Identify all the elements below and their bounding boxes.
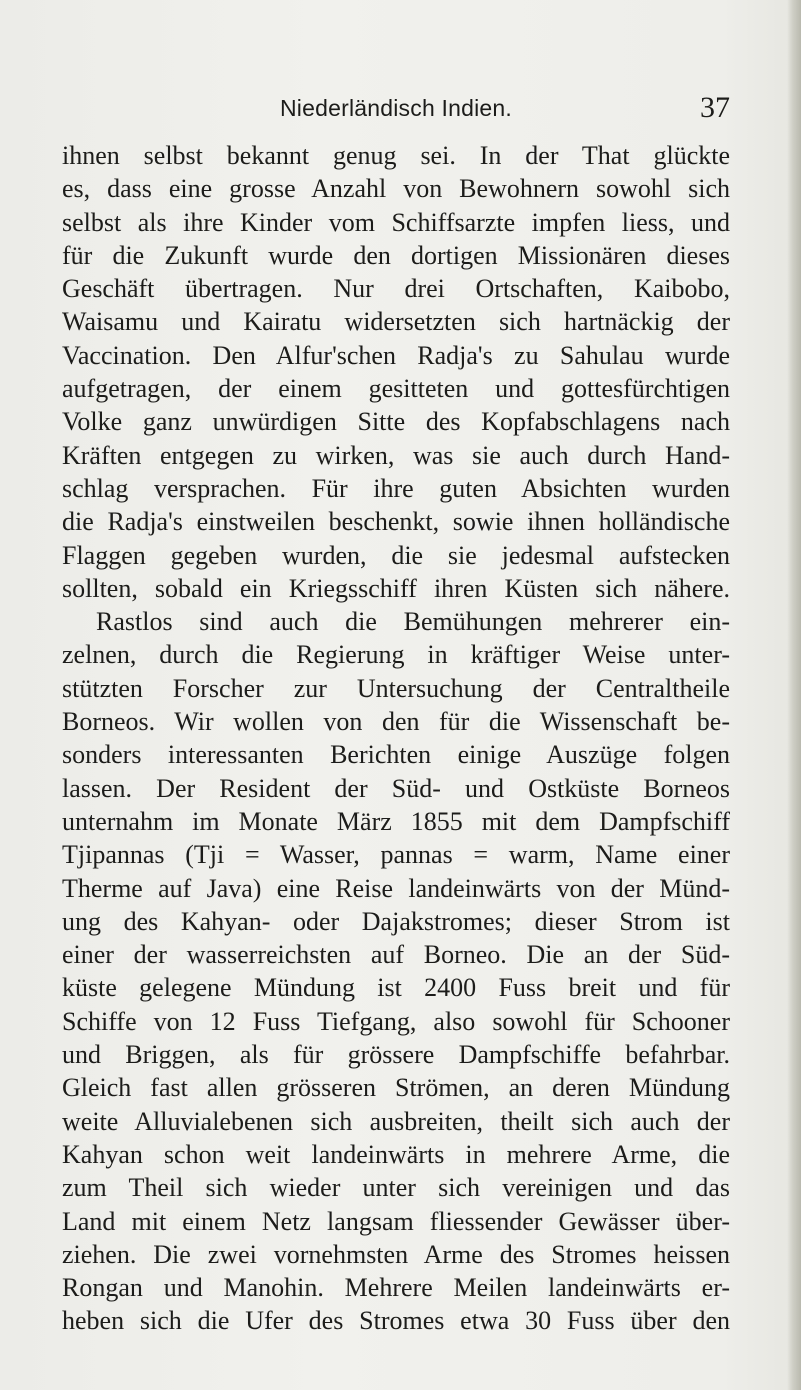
text-line: Vaccination. Den Alfur'schen Radja's zu Sahulau wurde xyxy=(62,340,730,370)
page-number: 37 xyxy=(700,91,730,124)
text-line: Rongan und Manohin. Mehrere Meilen landeinwärts er- xyxy=(62,1273,730,1303)
text-line: sonders interessanten Berichten einige Auszüge folgen xyxy=(62,740,730,770)
body-text xyxy=(62,139,730,1338)
text-line: aufgetragen, der einem gesitteten und gottesfürchtigen xyxy=(62,374,730,404)
text-line: zum Theil sich wieder unter sich vereinigen und das xyxy=(62,1173,730,1203)
text-line: Flaggen gegeben wurden, die sie jedesmal aufstecken xyxy=(62,540,730,570)
text-line: Kahyan schon weit landeinwärts in mehrere Arme, die xyxy=(62,1139,730,1169)
text-line: Volke ganz unwürdigen Sitte des Kopfabschlagens nach xyxy=(62,407,730,437)
text-line: Waisamu und Kairatu widersetzten sich hartnäckig der xyxy=(62,307,730,337)
text-line: lassen. Der Resident der Süd- und Ostküste Borneos xyxy=(62,773,730,803)
text-line: heben sich die Ufer des Stromes etwa 30 Fuss über den xyxy=(62,1306,730,1336)
text-line: Kräften entgegen zu wirken, was sie auch durch Hand- xyxy=(62,440,730,470)
text-line: selbst als ihre Kinder vom Schiffsarzte impfen liess, und xyxy=(62,207,730,237)
text-line: Geschäft übertragen. Nur drei Ortschaften, Kaibobo, xyxy=(62,274,730,304)
text-line: Rastlos sind auch die Bemühungen mehrerer ein- xyxy=(96,607,730,637)
text-line: küste gelegene Mündung ist 2400 Fuss breit und für xyxy=(62,973,730,1003)
text-line: ihnen selbst bekannt genug sei. In der That glückte xyxy=(62,141,730,170)
text-line: stützten Forscher zur Untersuchung der Centraltheile xyxy=(62,673,730,703)
text-line: zelnen, durch die Regierung in kräftiger Weise unter- xyxy=(62,640,730,670)
text-line: für die Zukunft wurde den dortigen Missionären dieses xyxy=(62,240,730,270)
running-head xyxy=(62,90,730,126)
text-line: es, dass eine grosse Anzahl von Bewohnern sowohl sich xyxy=(62,174,730,204)
text-line: unternahm im Monate März 1855 mit dem Dampfschiff xyxy=(62,806,730,836)
text-line: weite Alluvialebenen sich ausbreiten, theilt sich auch der xyxy=(62,1106,730,1136)
text-line: ziehen. Die zwei vornehmsten Arme des Stromes heissen xyxy=(62,1239,730,1269)
text-line: Borneos. Wir wollen von den für die Wissenschaft be- xyxy=(62,707,730,737)
text-line: die Radja's einstweilen beschenkt, sowie ihnen holländische xyxy=(62,507,730,537)
text-line: ung des Kahyan- oder Dajakstromes; dieser Strom ist xyxy=(62,906,730,936)
running-title: Niederländisch Indien. xyxy=(280,95,512,121)
text-line: Tjipannas (Tji = Wasser, pannas = warm, Name einer xyxy=(62,840,730,870)
text-line: Therme auf Java) eine Reise landeinwärts von der Münd- xyxy=(62,873,730,903)
text-line: einer der wasserreichsten auf Borneo. Die an der Süd- xyxy=(62,940,730,970)
text-line: schlag versprachen. Für ihre guten Absichten wurden xyxy=(62,473,730,503)
text-line: Gleich fast allen grösseren Strömen, an deren Mündung xyxy=(62,1073,730,1103)
text-line: und Briggen, als für grössere Dampfschiffe befahrbar. xyxy=(62,1040,730,1070)
text-line: Land mit einem Netz langsam fliessender Gewässer über- xyxy=(62,1206,730,1236)
text-line: Schiffe von 12 Fuss Tiefgang, also sowohl für Schooner xyxy=(62,1006,730,1036)
text-line: sollten, sobald ein Kriegsschiff ihren Küsten sich nähere. xyxy=(62,573,730,603)
page-edge-shadow xyxy=(787,0,801,1390)
